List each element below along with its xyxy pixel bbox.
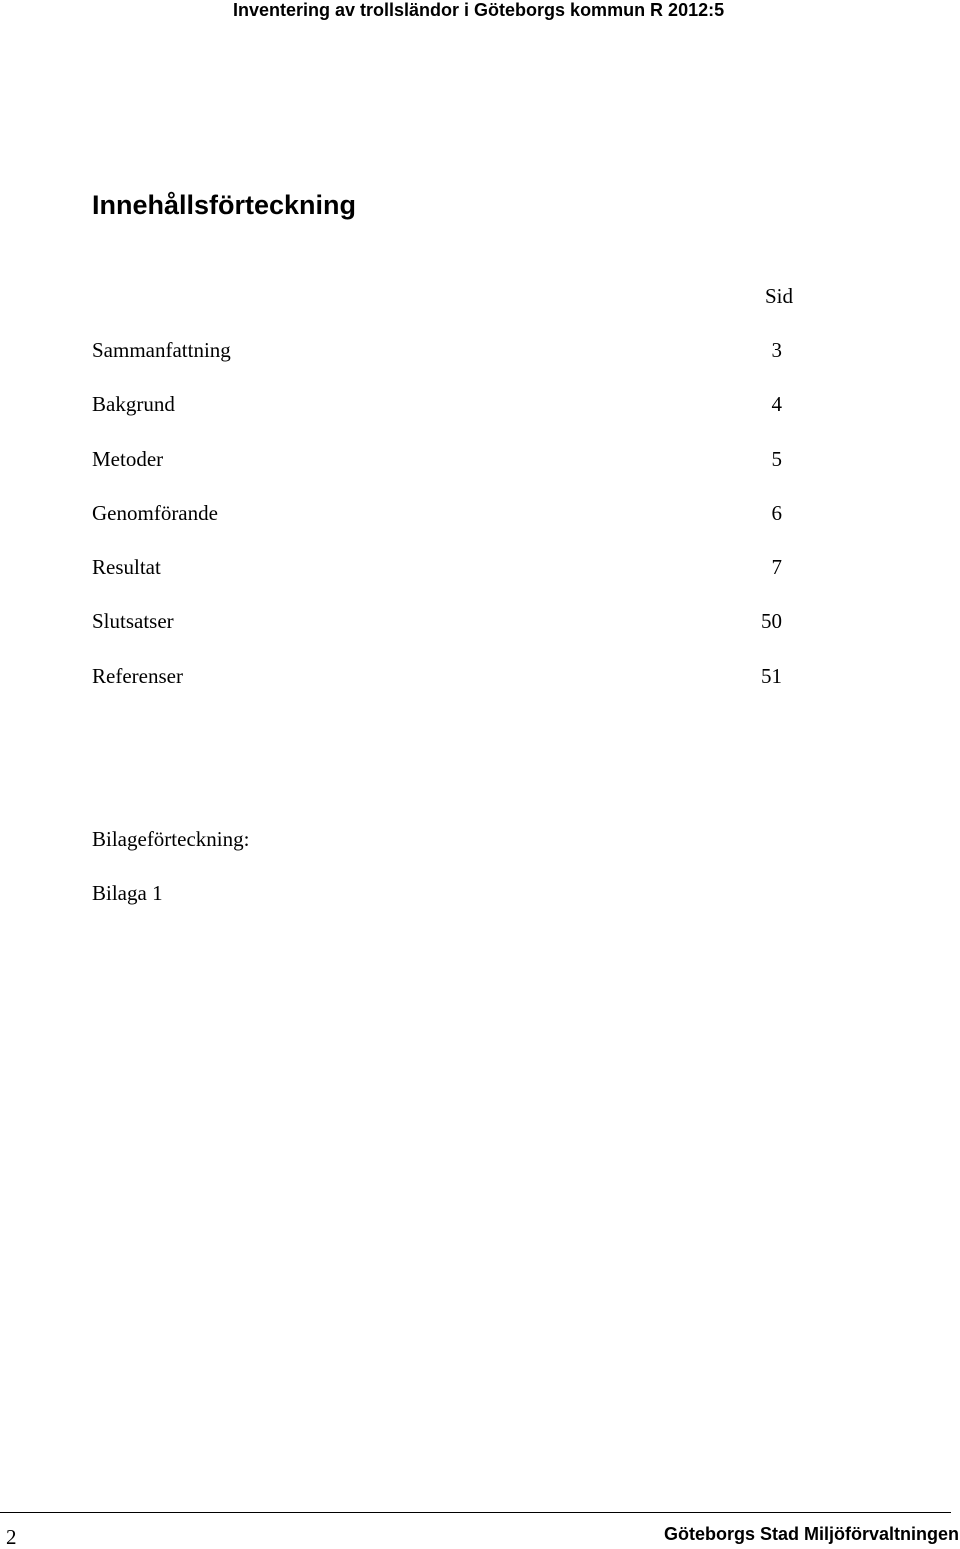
toc-entry-page: 4 [771,392,782,417]
footer-divider [0,1512,951,1513]
toc-entry-page: 6 [771,500,782,525]
toc-entry-page: 5 [771,446,782,471]
toc-entry-page: 3 [771,338,782,362]
toc-page-column-label: Sid [765,284,794,308]
toc-entry-metoder[interactable] [92,446,782,500]
toc-entry-label: Metoder [92,446,164,471]
toc-entry-genomforande[interactable] [92,500,782,554]
toc-entry-bakgrund[interactable] [92,391,782,445]
toc-title: Innehållsförteckning [92,190,357,220]
toc-entry-label: Bakgrund [92,392,175,417]
footer-organization: Göteborgs Stad Miljöförvaltningen [663,1524,959,1544]
toc-entry-page: 50 [761,609,782,634]
toc-entry-label: Resultat [92,555,161,580]
running-header: Inventering av trollsländor i Göteborgs kommun R 2012:5 [233,0,725,20]
toc-entry-label: Sammanfattning [92,338,231,362]
toc-entry-resultat[interactable] [92,554,782,608]
appendix-item-bilaga-1[interactable]: Bilaga 1 [92,881,163,905]
toc-entry-sammanfattning[interactable] [92,337,782,391]
page-number: 2 [6,1525,17,1549]
toc-entry-referenser[interactable] [92,663,782,717]
appendix-heading: Bilageförteckning: [92,827,250,851]
toc-entry-page: 51 [761,663,782,688]
toc-entry-slutsatser[interactable] [92,608,782,662]
toc-entry-label: Referenser [92,663,183,688]
toc-entry-label: Genomförande [92,500,218,525]
toc-list [92,337,782,717]
toc-entry-label: Slutsatser [92,609,174,634]
toc-entry-page: 7 [771,555,782,580]
